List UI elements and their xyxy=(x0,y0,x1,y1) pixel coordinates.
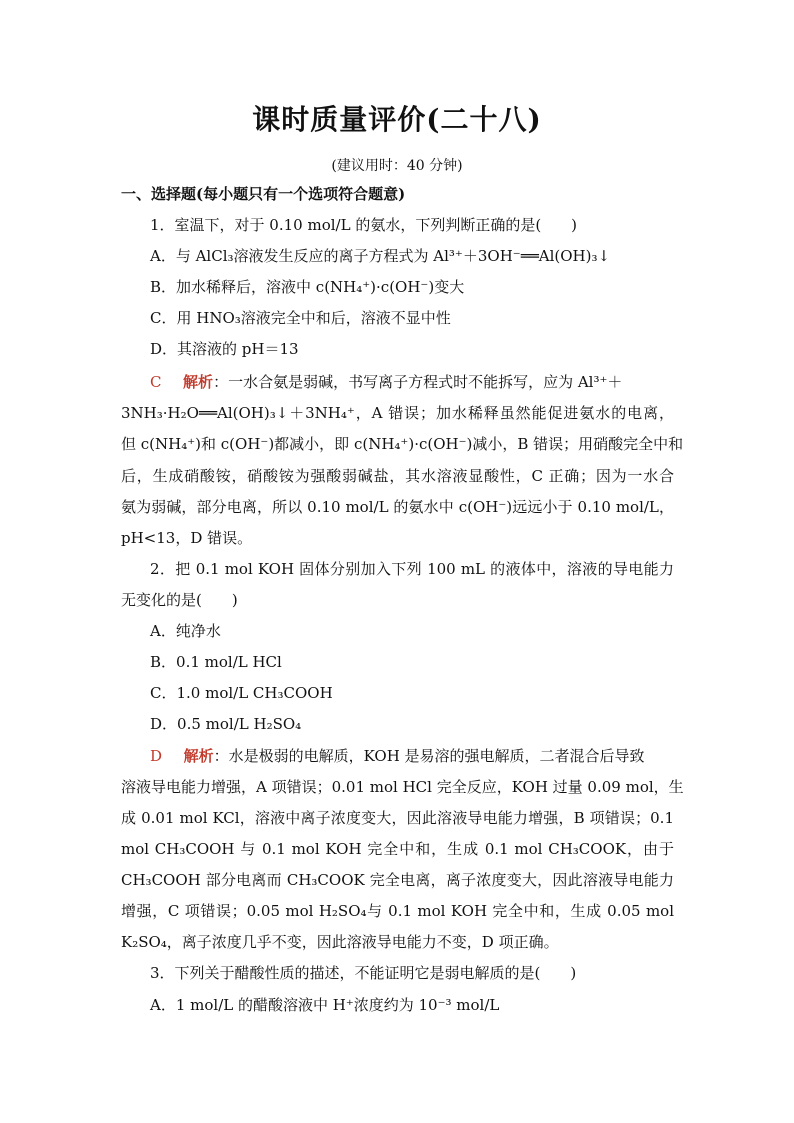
q2-stem-line-1: 2．把 0.1 mol KOH 固体分别加入下列 100 mL 的液体中，溶液的导电能力 xyxy=(150,560,674,578)
q2-explanation-line-2: 溶液导电能力增强，A 项错误；0.01 mol HCl 完全反应，KOH 过量 0.09 mol，生 xyxy=(121,778,684,796)
q1-explanation-line-2: 3NH₃·H₂O══Al(OH)₃↓＋3NH₄⁺，A 错误；加水稀释虽然能促进氨水的电离， xyxy=(121,404,674,422)
q2-explanation-line-6: 增强，C 项错误；0.05 mol H₂SO₄与 0.1 mol KOH 完全中和，生成 0.05 mol xyxy=(121,902,674,920)
q1-option-b: B．加水稀释后，溶液中 c(NH₄⁺)·c(OH⁻)变大 xyxy=(150,278,465,296)
q2-answer: D xyxy=(150,747,163,765)
q2-option-c: C．1.0 mol/L CH₃COOH xyxy=(150,684,333,702)
q2-explanation-label: 解析 xyxy=(183,747,214,765)
q2-option-a: A．纯净水 xyxy=(150,622,221,640)
q2-stem-line-2: 无变化的是( ) xyxy=(121,591,238,609)
q2-explanation-line-3: 成 0.01 mol KCl，溶液中离子浓度变大，因此溶液导电能力增强，B 项错误；0.1 xyxy=(121,809,674,827)
q2-explanation-text-1: ：水是极弱的电解质，KOH 是易溶的强电解质，二者混合后导致 xyxy=(213,747,645,765)
q1-explanation-line-1 xyxy=(150,372,622,392)
page-title: 课时质量评价(二十八) xyxy=(252,103,542,136)
q2-explanation-line-1 xyxy=(150,746,645,766)
q1-answer: C xyxy=(150,373,162,391)
q2-option-b: B．0.1 mol/L HCl xyxy=(150,653,282,671)
section-heading: 一、选择题(每小题只有一个选项符合题意) xyxy=(121,185,406,203)
q2-explanation-line-5: CH₃COOH 部分电离而 CH₃COOK 完全电离，离子浓度变大，因此溶液导电能力 xyxy=(121,871,674,889)
q1-explanation-line-4: 后，生成硝酸铵，硝酸铵为强酸弱碱盐，其水溶液显酸性，C 正确；因为一水合 xyxy=(121,467,674,485)
suggested-time: (建议用时：40 分钟) xyxy=(331,158,463,174)
q3-option-a: A．1 mol/L 的醋酸溶液中 H⁺浓度约为 10⁻³ mol/L xyxy=(150,996,500,1014)
q2-explanation-line-7: K₂SO₄，离子浓度几乎不变，因此溶液导电能力不变，D 项正确。 xyxy=(121,933,559,951)
q1-option-d: D．其溶液的 pH＝13 xyxy=(150,340,299,358)
q1-stem: 1．室温下，对于 0.10 mol/L 的氨水，下列判断正确的是( ) xyxy=(150,216,578,234)
q1-explanation-text-1: ：一水合氨是弱碱，书写离子方程式时不能拆写，应为 Al³⁺＋ xyxy=(213,373,623,391)
q1-explanation-label: 解析 xyxy=(183,373,214,391)
q1-explanation-line-5: 氨为弱碱，部分电离，所以 0.10 mol/L 的氨水中 c(OH⁻)远远小于 0.10 mol/L， xyxy=(121,498,674,516)
q1-option-a: A．与 AlCl₃溶液发生反应的离子方程式为 Al³⁺＋3OH⁻══Al(OH)₃↓ xyxy=(150,247,611,265)
q1-explanation-line-3: 但 c(NH₄⁺)和 c(OH⁻)都减小，即 c(NH₄⁺)·c(OH⁻)减小，B 错误；用硝酸完全中和 xyxy=(121,435,684,453)
q3-stem: 3．下列关于醋酸性质的描述，不能证明它是弱电解质的是( ) xyxy=(150,964,577,982)
q2-explanation-line-4: mol CH₃COOH 与 0.1 mol KOH 完全中和，生成 0.1 mol CH₃COOK，由于 xyxy=(121,840,674,858)
q2-option-d: D．0.5 mol/L H₂SO₄ xyxy=(150,715,302,733)
q1-explanation-line-6: pH<13，D 错误。 xyxy=(121,529,253,547)
q1-option-c: C．用 HNO₃溶液完全中和后，溶液不显中性 xyxy=(150,309,451,327)
